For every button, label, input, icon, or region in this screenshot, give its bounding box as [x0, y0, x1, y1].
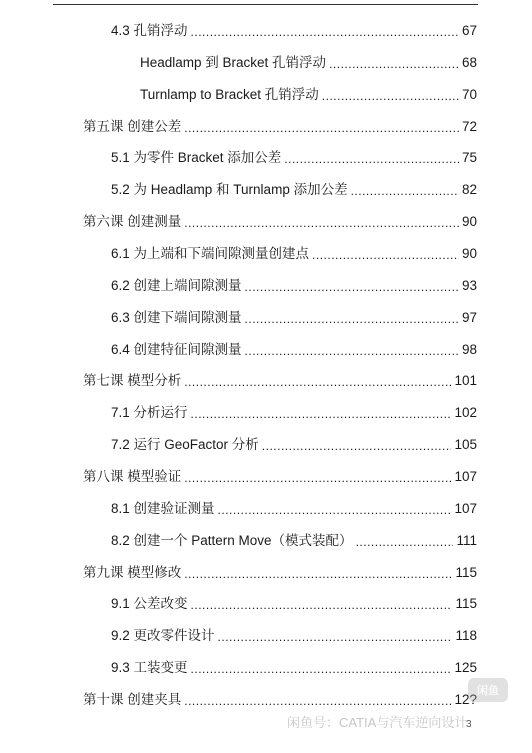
- toc-entry-title: 4.3 孔销浮动: [111, 23, 188, 38]
- watermark-logo-icon: 闲鱼: [468, 678, 508, 702]
- toc-entry-page: 101: [454, 373, 477, 388]
- toc-entry-title: 5.2 为 Headlamp 和 Turnlamp 添加公差: [111, 182, 348, 197]
- toc-entry-title: 7.2 运行 GeoFactor 分析: [111, 437, 259, 452]
- toc-entry[interactable]: [111, 241, 477, 267]
- toc-entry-title: 7.1 分析运行: [111, 405, 188, 420]
- toc-entry-page: 82: [461, 182, 477, 197]
- dot-leader: [356, 529, 454, 555]
- toc-entry[interactable]: [111, 18, 477, 44]
- dot-leader: [284, 146, 459, 172]
- dot-leader: [329, 51, 459, 77]
- toc-entry[interactable]: [111, 305, 477, 331]
- dot-leader: [191, 656, 452, 682]
- dot-leader: [191, 401, 452, 427]
- toc-entry-title: 第五课 创建公差: [83, 119, 182, 134]
- toc-entry-page: 118: [455, 628, 477, 643]
- header-rule: [53, 4, 478, 5]
- toc-entry[interactable]: [111, 400, 477, 426]
- toc-entry-title: Turnlamp to Bracket 孔销浮动: [140, 87, 319, 102]
- toc-entry-page: 72: [461, 119, 477, 134]
- dot-leader: [184, 465, 451, 491]
- dot-leader: [191, 19, 459, 45]
- toc-entry-page: 67: [461, 23, 477, 38]
- toc-entry-page: 75: [461, 150, 477, 165]
- toc-chapter[interactable]: [83, 464, 477, 490]
- toc-entry-title: 第八课 模型验证: [83, 469, 182, 484]
- dot-leader: [245, 338, 459, 364]
- dot-leader: [184, 561, 452, 587]
- toc-entry-page: 93: [461, 278, 477, 293]
- dot-leader: [322, 83, 459, 109]
- toc-entry-title: 9.3 工装变更: [111, 660, 188, 675]
- toc-entry-page: 111: [456, 533, 477, 548]
- toc-entry[interactable]: [140, 50, 477, 76]
- toc-entry-title: 5.1 为零件 Bracket 添加公差: [111, 150, 282, 165]
- toc-entry-title: 9.1 公差改变: [111, 596, 188, 611]
- toc-entry-page: 115: [455, 565, 477, 580]
- toc-entry-page: 115: [455, 596, 477, 611]
- toc-entry[interactable]: [140, 82, 477, 108]
- toc-entry-page: 107: [454, 469, 477, 484]
- toc-entry-title: Headlamp 到 Bracket 孔销浮动: [140, 55, 327, 70]
- dot-leader: [351, 178, 459, 204]
- dot-leader: [184, 369, 451, 395]
- dot-leader: [191, 592, 453, 618]
- toc-entry-title: 第六课 创建测量: [83, 214, 182, 229]
- toc-entry[interactable]: [111, 273, 477, 299]
- toc-entry-title: 第七课 模型分析: [83, 373, 182, 388]
- toc-entry[interactable]: [111, 177, 477, 203]
- toc-entry-page: 107: [454, 501, 477, 516]
- toc-entry-title: 6.3 创建下端间隙测量: [111, 310, 242, 325]
- toc-entry-page: 105: [454, 437, 477, 452]
- toc-entry-title: 6.4 创建特征间隙测量: [111, 342, 242, 357]
- toc-chapter[interactable]: [83, 368, 477, 394]
- toc-entry-page: 68: [461, 55, 477, 70]
- toc-entry-title: 9.2 更改零件设计: [111, 628, 215, 643]
- toc-entry-title: 第十课 创建夹具: [83, 692, 182, 707]
- toc-entry-page: 70: [461, 87, 477, 102]
- toc-entry[interactable]: [111, 623, 477, 649]
- toc-entry-page: 97: [461, 310, 477, 325]
- dot-leader: [218, 497, 452, 523]
- toc-entry-page: 90: [461, 214, 477, 229]
- dot-leader: [262, 433, 452, 459]
- toc-entry[interactable]: [111, 496, 477, 522]
- toc-entry[interactable]: [111, 655, 477, 681]
- watermark-text: 闲鱼号：CATIA与汽车逆向设计: [287, 714, 468, 730]
- toc-entry-page: 98: [461, 342, 477, 357]
- toc-entry[interactable]: [111, 591, 477, 617]
- page-number: 3: [466, 719, 472, 730]
- dot-leader: [184, 210, 459, 236]
- toc-entry-page: 90: [461, 246, 477, 261]
- toc-entry-title: 6.1 为上端和下端间隙测量创建点: [111, 246, 310, 261]
- toc-entry-page: 125: [454, 660, 477, 675]
- toc-entry-page: 102: [454, 405, 477, 420]
- toc-chapter[interactable]: [83, 209, 477, 235]
- toc-chapter[interactable]: [83, 114, 477, 140]
- toc-entry[interactable]: [111, 145, 477, 171]
- toc-entry-title: 8.1 创建验证测量: [111, 501, 215, 516]
- toc-entry[interactable]: [111, 528, 477, 554]
- dot-leader: [245, 274, 459, 300]
- dot-leader: [245, 306, 459, 332]
- toc-entry-title: 第九课 模型修改: [83, 565, 182, 580]
- toc-entry-title: 6.2 创建上端间隙测量: [111, 278, 242, 293]
- toc-entry-title: 8.2 创建一个 Pattern Move（模式装配）: [111, 533, 353, 548]
- dot-leader: [218, 624, 453, 650]
- toc-entry-page: 12?: [454, 692, 477, 707]
- toc-chapter[interactable]: [83, 560, 477, 586]
- toc-entry[interactable]: [111, 337, 477, 363]
- toc-entry[interactable]: [111, 432, 477, 458]
- dot-leader: [184, 115, 459, 141]
- dot-leader: [312, 242, 459, 268]
